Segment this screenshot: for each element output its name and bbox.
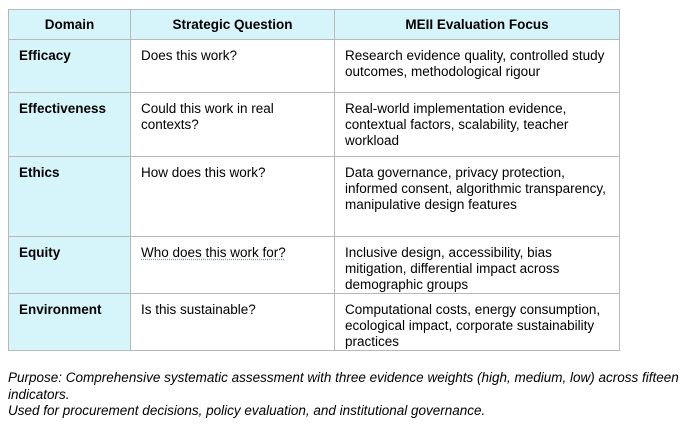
focus-cell: Research evidence quality, controlled study outcomes, methodological rigour (335, 40, 620, 93)
meii-domains-table (8, 9, 620, 351)
table-header-row (9, 10, 620, 40)
header-strategic-question: Strategic Question (131, 10, 335, 40)
focus-cell: Data governance, privacy protection, informed consent, algorithmic transparency, manipulative design features (335, 157, 620, 237)
focus-cell: Inclusive design, accessibility, bias mitigation, differential impact across demographic groups (335, 237, 620, 294)
focus-cell: Real-world implementation evidence, contextual factors, scalability, teacher workload (335, 93, 620, 157)
table-row (9, 40, 620, 93)
purpose-note: Purpose: Comprehensive systematic assessment with three evidence weights (high, medium, low) across fifteen indicators. (8, 370, 679, 402)
table-row (9, 93, 620, 157)
usage-note: Used for procurement decisions, policy evaluation, and institutional governance. (8, 403, 486, 418)
domain-cell: Environment (9, 294, 131, 351)
table-row (9, 237, 620, 294)
focus-cell: Computational costs, energy consumption, ecological impact, corporate sustainability practices (335, 294, 620, 351)
question-cell: Does this work? (131, 40, 335, 93)
domain-cell: Efficacy (9, 40, 131, 93)
question-cell: How does this work? (131, 157, 335, 237)
header-domain: Domain (9, 10, 131, 40)
domain-cell: Effectiveness (9, 93, 131, 157)
question-cell (131, 237, 335, 294)
header-evaluation-focus: MEII Evaluation Focus (335, 10, 620, 40)
table-notes (8, 370, 684, 420)
table-row (9, 294, 620, 351)
table-row (9, 157, 620, 237)
question-text-spellcheck-underlined: Who does this work for? (141, 245, 286, 260)
domain-cell: Ethics (9, 157, 131, 237)
domain-cell: Equity (9, 237, 131, 294)
question-cell: Could this work in real contexts? (131, 93, 335, 157)
question-cell: Is this sustainable? (131, 294, 335, 351)
